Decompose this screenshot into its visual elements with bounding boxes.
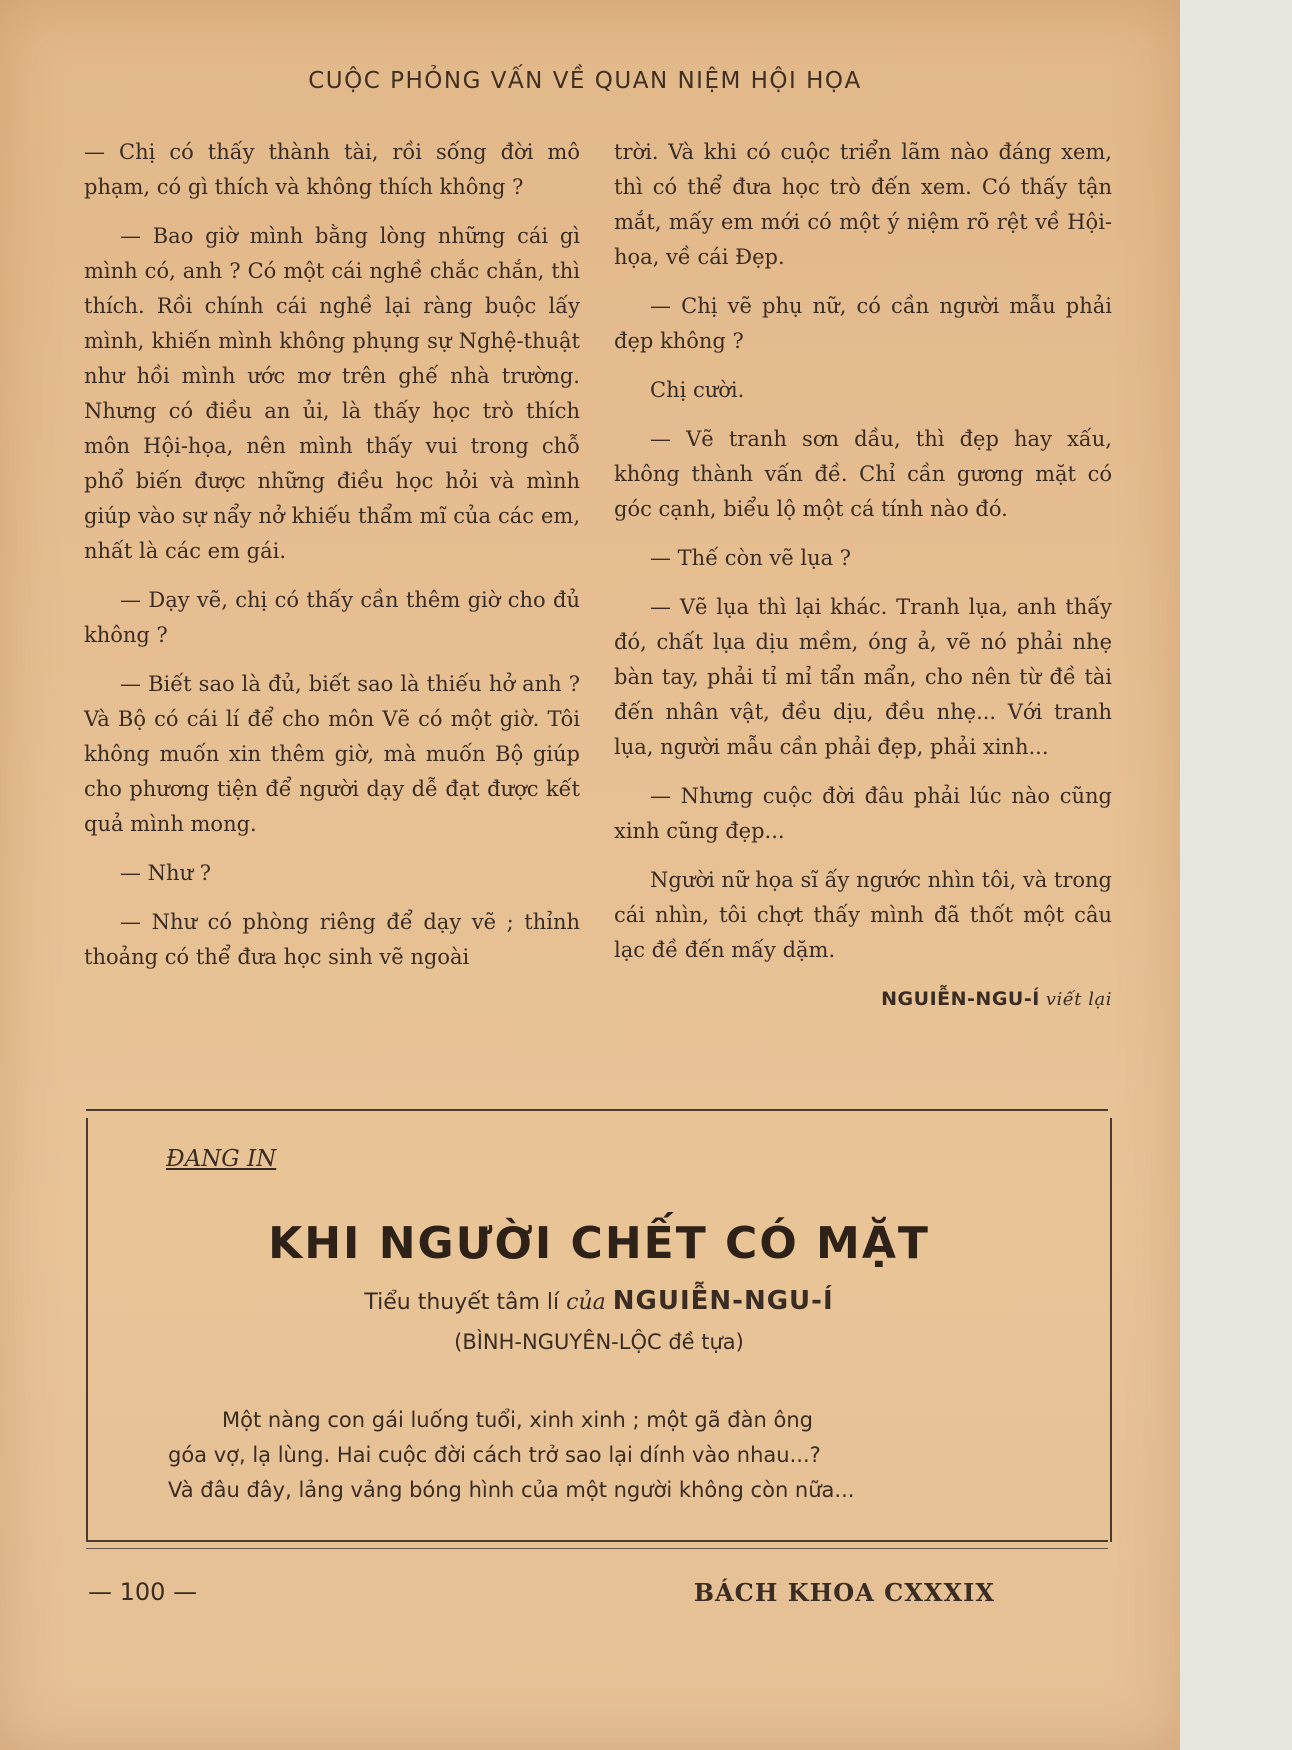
book-author: NGUIỄN-NGU-Í: [612, 1286, 834, 1316]
paragraph: — Như có phòng riêng để dạy vẽ ; thỉnh thoảng có thể đưa học sinh vẽ ngoài: [84, 910, 580, 969]
blurb-line: Và đâu đây, lảng vảng bóng hình của một người không còn nữa...: [168, 1478, 855, 1502]
paragraph: — Chị vẽ phụ nữ, có cần người mẫu phải đẹp không ?: [614, 294, 1112, 353]
paragraph: — Vẽ tranh sơn dầu, thì đẹp hay xấu, không thành vấn đề. Chỉ cần gương mặt có góc cạnh, biểu lộ một cá tính nào đó.: [614, 427, 1112, 521]
book-blurb: [168, 1403, 1048, 1508]
paragraph: — Như ?: [120, 861, 212, 885]
ad-top-rule: [86, 1109, 1108, 1111]
subtitle-genre: Tiểu thuyết tâm lí: [364, 1290, 560, 1315]
paragraph: Người nữ họa sĩ ấy ngước nhìn tôi, và trong cái nhìn, tôi chợt thấy mình đã thốt một câu lạc đề đến mấy dặm.: [614, 868, 1112, 962]
right-column: [614, 135, 1112, 1017]
paragraph: trời. Và khi có cuộc triển lãm nào đáng xem, thì có thể đưa học trò đến xem. Có thấy tận mắt, mấy em mới có một ý niệm rõ rệt về Hội-họa, về cái Đẹp.: [614, 140, 1112, 269]
signature-name: NGUIỄN-NGU-Í: [881, 988, 1040, 1010]
paragraph: — Dạy vẽ, chị có thấy cần thêm giờ cho đủ không ?: [84, 588, 580, 647]
article-signature: [614, 982, 1112, 1017]
magazine-issue: BÁCH KHOA CXXXIX: [693, 1578, 995, 1607]
paragraph: — Nhưng cuộc đời đâu phải lúc nào cũng xinh cũng đẹp...: [614, 784, 1112, 843]
book-subtitle: [88, 1286, 1110, 1316]
page-number: — 100 —: [88, 1578, 198, 1606]
ad-label: ĐANG IN: [166, 1146, 277, 1172]
blurb-line: góa vợ, lạ lùng. Hai cuộc đời cách trở sao lại dính vào nhau...?: [168, 1443, 821, 1467]
left-column: [84, 135, 580, 989]
running-head: CUỘC PHỎNG VẤN VỀ QUAN NIỆM HỘI HỌA: [308, 68, 862, 94]
subtitle-of: của: [566, 1290, 606, 1315]
blurb-line: Một nàng con gái luống tuổi, xinh xinh ; một gã đàn ông: [222, 1408, 813, 1432]
paragraph: — Bao giờ mình bằng lòng những cái gì mình có, anh ? Có một cái nghề chắc chắn, thì thích. Rồi chính cái nghề lại ràng buộc lấy mình, khiến mình không phụng sự Nghệ-thuật như hồi mình ước mơ trên ghế nhà trường. Nhưng có điều an ủi, là thấy học trò thích môn Hội-họa, nên mình thấy vui trong chỗ phổ biến được những điều học hỏi và mình giúp vào sự nẩy nở khiếu thẩm mĩ của các em, nhất là các em gái.: [84, 224, 580, 563]
book-preface: (BÌNH-NGUYÊN-LỘC đề tựa): [454, 1330, 744, 1354]
book-title: KHI NGƯỜI CHẾT CÓ MẶT: [268, 1218, 930, 1269]
paragraph: — Chị có thấy thành tài, rồi sống đời mô phạm, có gì thích và không thích không ?: [84, 140, 580, 199]
ad-bottom-rule: [86, 1540, 1108, 1542]
book-advertisement: [86, 1118, 1112, 1542]
paragraph: — Thế còn vẽ lụa ?: [650, 546, 852, 570]
paragraph: Chị cười.: [650, 378, 745, 402]
signature-note: viết lại: [1045, 989, 1112, 1010]
paragraph: — Vẽ lụa thì lại khác. Tranh lụa, anh thấy đó, chất lụa dịu mềm, óng ả, vẽ nó phải nhẹ bàn tay, phải tỉ mỉ tẩn mẩn, cho nên từ đề tài đến nhân vật, đều dịu, đều nhẹ... Với tranh lụa, người mẫu cần phải đẹp, phải xinh...: [614, 595, 1112, 759]
paragraph: — Biết sao là đủ, biết sao là thiếu hở anh ? Và Bộ có cái lí để cho môn Vẽ có một giờ. Tôi không muốn xin thêm giờ, mà muốn Bộ giúp cho phương tiện để người dạy dễ đạt được kết quả mình mong.: [84, 672, 580, 836]
ad-bottom-rule-thin: [86, 1548, 1108, 1549]
